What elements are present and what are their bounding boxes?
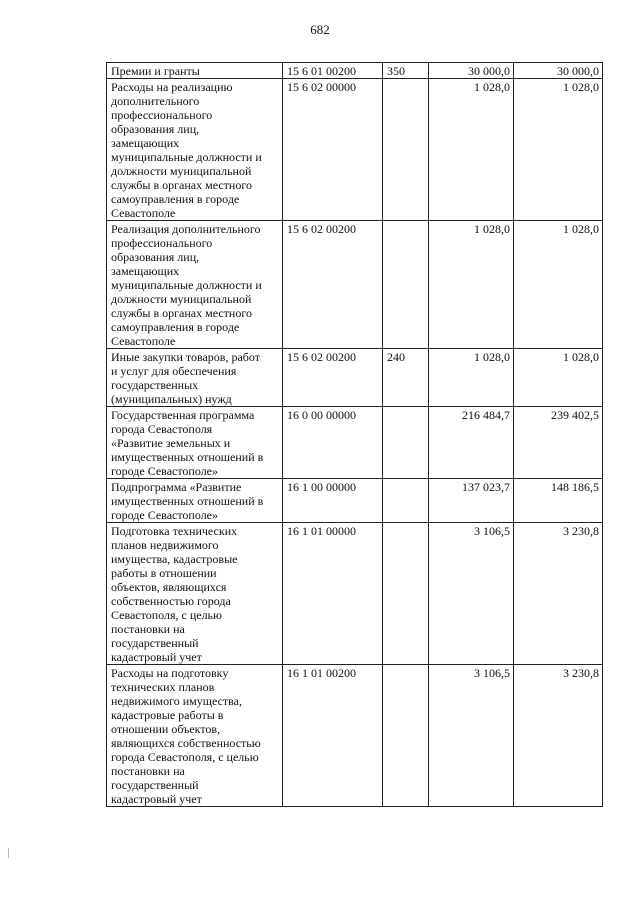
row-value-2: 30 000,0	[514, 63, 603, 79]
row-name: Государственная программа города Севастополя «Развитие земельных и имущественных отношений в городе Севастополе»	[107, 407, 283, 479]
row-value-2: 1 028,0	[514, 221, 603, 349]
row-code: 16 0 00 00000	[283, 407, 383, 479]
row-code: 16 1 01 00000	[283, 523, 383, 665]
table-row	[107, 523, 603, 665]
row-code: 15 6 02 00000	[283, 79, 383, 221]
row-value-2: 3 230,8	[514, 523, 603, 665]
row-value-1: 1 028,0	[429, 221, 514, 349]
row-value-1: 3 106,5	[429, 665, 514, 807]
row-name: Подпрограмма «Развитие имущественных отношений в городе Севастополе»	[107, 479, 283, 523]
budget-table	[106, 62, 603, 807]
row-expense-type	[383, 523, 429, 665]
row-value-1: 1 028,0	[429, 349, 514, 407]
row-code: 15 6 01 00200	[283, 63, 383, 79]
row-expense-type	[383, 479, 429, 523]
table-row	[107, 349, 603, 407]
row-code: 16 1 00 00000	[283, 479, 383, 523]
row-value-2: 3 230,8	[514, 665, 603, 807]
table-row	[107, 665, 603, 807]
row-code: 15 6 02 00200	[283, 349, 383, 407]
table-row	[107, 79, 603, 221]
row-value-1: 137 023,7	[429, 479, 514, 523]
row-value-2: 239 402,5	[514, 407, 603, 479]
page-number: 682	[310, 22, 330, 37]
row-value-2: 148 186,5	[514, 479, 603, 523]
row-name: Расходы на реализацию дополнительного профессионального образования лиц, замещающих муниципальные должности и должности муниципальной службы в органах местного самоуправления в городе Севастополе	[107, 79, 283, 221]
row-value-1: 30 000,0	[429, 63, 514, 79]
row-expense-type	[383, 407, 429, 479]
row-value-1: 216 484,7	[429, 407, 514, 479]
row-name: Премии и гранты	[107, 63, 283, 79]
row-name: Реализация дополнительного профессионального образования лиц, замещающих муниципальные должности и должности муниципальной службы в органах местного самоуправления в городе Севастополе	[107, 221, 283, 349]
table-row	[107, 479, 603, 523]
row-value-2: 1 028,0	[514, 79, 603, 221]
table-row	[107, 407, 603, 479]
row-expense-type: 350	[383, 63, 429, 79]
row-code: 15 6 02 00200	[283, 221, 383, 349]
row-name: Подготовка технических планов недвижимого имущества, кадастровые работы в отношении объектов, являющихся собственностью города Севастополя, с целью постановки на государственный кадастровый учет	[107, 523, 283, 665]
row-expense-type	[383, 79, 429, 221]
row-expense-type	[383, 665, 429, 807]
row-value-2: 1 028,0	[514, 349, 603, 407]
row-name: Иные закупки товаров, работ и услуг для обеспечения государственных (муниципальных) нужд	[107, 349, 283, 407]
table-row	[107, 221, 603, 349]
row-value-1: 1 028,0	[429, 79, 514, 221]
row-value-1: 3 106,5	[429, 523, 514, 665]
scan-edge-mark	[8, 848, 9, 858]
row-code: 16 1 01 00200	[283, 665, 383, 807]
table-row	[107, 63, 603, 79]
row-expense-type	[383, 221, 429, 349]
row-name: Расходы на подготовку технических планов недвижимого имущества, кадастровые работы в отношении объектов, являющихся собственностью города Севастополя, с целью постановки на государственный кадастровый учет	[107, 665, 283, 807]
row-expense-type: 240	[383, 349, 429, 407]
